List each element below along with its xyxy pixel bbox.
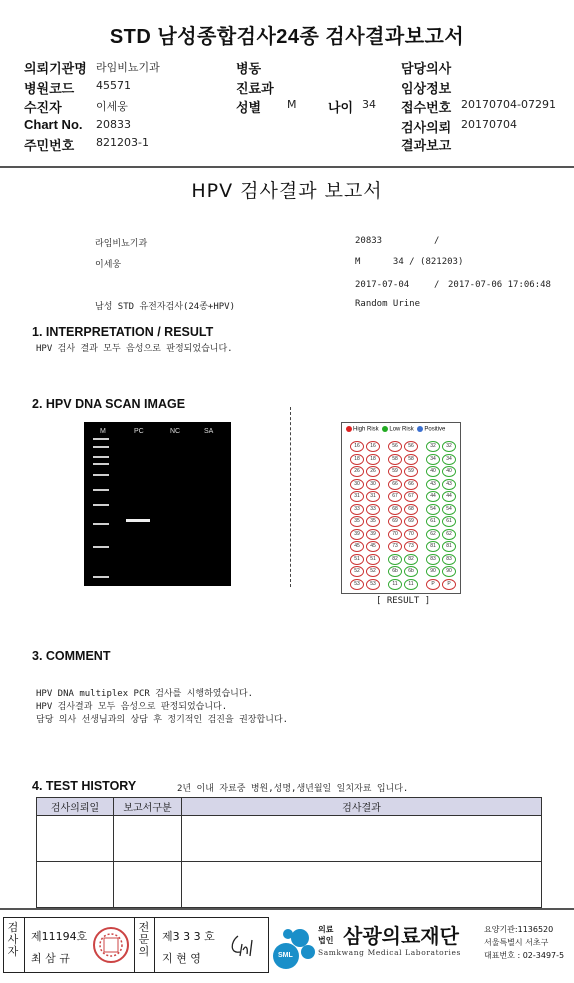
signature-box [3,917,269,973]
legend [346,426,445,433]
hpv-type-cell: 16 [366,441,380,452]
marker-band [93,523,109,525]
hpv-type-cell: 43 [442,479,456,490]
hpv-type-cell: 44 [442,491,456,502]
interpretation-text: HPV 검사 결과 모두 음성으로 판정되었습니다. [36,344,233,354]
field-label: Chart No. [24,117,83,132]
hpv-type-cell: 33 [366,504,380,515]
column-header: 검사결과 [182,798,542,816]
field-label: 담당의사 [401,61,452,76]
hpv-type-cell: 70 [404,529,418,540]
marker-band [93,546,109,548]
hpv-type-cell: 82 [388,554,402,565]
hpv-type-cell: P [442,579,456,590]
field-label: 접수번호 [401,100,452,115]
hpv-type-cell: 90 [426,566,440,577]
org-prefix: 의료법인 [318,925,334,945]
hpv-type-cell: 67 [404,491,418,502]
sex-age: M 34 / (821203) [355,257,464,267]
hpv-type-cell: 56 [388,441,402,452]
high-risk-dot-icon [346,426,352,432]
field-value: 20170704 [461,118,517,131]
field-value: 821203-1 [96,136,149,149]
specialist-label: 전문의 [138,921,150,958]
gel-image [84,422,231,586]
hpv-type-cell: 90 [442,566,456,577]
field-value: 34 [362,98,376,111]
hpv-type-cell: 18 [350,454,364,465]
hpv-type-cell: 61 [426,516,440,527]
hpv-type-cell: 54 [442,504,456,515]
org-name: 삼광의료재단 [343,924,459,948]
hpv-type-cell: 11 [388,579,402,590]
hpv-type-cell: 58 [388,454,402,465]
result-caption: [ RESULT ] [376,596,431,606]
lane-label: SA [204,428,214,435]
hpv-type-cell: 6b [404,566,418,577]
field-value: 라임비뇨기과 [96,61,160,74]
clinic-name: 라임비뇨기과 [95,239,148,249]
field-value: 20833 [96,118,131,131]
field-label: 임상정보 [401,81,452,96]
hpv-type-cell: 18 [366,454,380,465]
hpv-type-cell: 31 [350,491,364,502]
history-table [36,797,542,908]
specialist-name: 지 현 영 [162,952,201,965]
hpv-type-cell: 53 [366,579,380,590]
hpv-type-cell: 44 [426,491,440,502]
comment-line: HPV DNA multiplex PCR 검사를 시행하였습니다. [36,689,253,699]
comment-line: 담당 의사 선생님과의 상담 후 정기적인 검진을 권장합니다. [36,715,289,725]
hpv-type-cell: 16 [350,441,364,452]
chart-number: 20833 [355,236,383,246]
hpv-type-cell: P [426,579,440,590]
hpv-type-cell: 53 [350,579,364,590]
hpv-type-cell: 34 [442,454,456,465]
test-name: 남성 STD 유전자검사(24종+HPV) [95,302,235,312]
hpv-type-cell: 82 [404,554,418,565]
report-datetime: 2017-07-06 17:06:48 [448,280,551,290]
section-comment-title: 3. COMMENT [32,649,111,663]
hpv-type-cell: 67 [388,491,402,502]
hpv-type-cell: 40 [442,466,456,477]
hpv-type-cell: 58 [404,454,418,465]
receipt-date: 2017-07-04 [355,280,410,290]
hpv-type-cell: 43 [426,479,440,490]
hpv-type-cell: 73 [404,541,418,552]
hpv-type-cell: 45 [366,541,380,552]
org-english-name: Samkwang Medical Laboratories [318,948,461,957]
hpv-type-cell: 59 [388,466,402,477]
specialist-license: 제3 3 3 호 [162,930,215,943]
field-label: 수진자 [24,100,62,115]
specimen: Random Urine [355,299,421,309]
marker-band [93,474,109,476]
field-label: 결과보고 [401,138,452,153]
contact-line: 대표번호 : 02-3497-5 [484,951,565,960]
legend-positive: Positive [424,426,446,433]
contact-line: 요양기관:1136520 [484,925,554,934]
field-value: 이세웅 [96,100,128,113]
hpv-type-cell: 34 [426,454,440,465]
inspector-label: 검사자 [7,921,19,958]
table-row [37,862,542,908]
slash-separator: / [434,280,440,290]
inspector-license: 제11194호 [31,930,88,943]
table-header-row [37,798,542,816]
hpv-type-cell: 68 [404,504,418,515]
hpv-type-cell: 62 [442,529,456,540]
contact-line: 서울특별시 서초구 [484,938,549,947]
hpv-type-cell: 33 [350,504,364,515]
hpv-type-cell: 83 [442,554,456,565]
inspector-name: 최 삼 규 [31,952,70,965]
hpv-type-cell: 69 [388,516,402,527]
hpv-type-cell: 32 [442,441,456,452]
field-label: 진료과 [236,81,274,96]
column-header: 보고서구분 [114,798,182,816]
lane-label: PC [134,428,144,435]
field-value: 20170704-07291 [461,98,556,111]
hpv-type-cell: 54 [426,504,440,515]
lane-label: NC [170,428,181,435]
sml-logo-icon [272,920,318,970]
positive-dot-icon [417,426,423,432]
hpv-type-cell: 66 [404,479,418,490]
hpv-type-cell: 11 [404,579,418,590]
hpv-type-cell: 83 [426,554,440,565]
field-label: 주민번호 [24,138,75,153]
hpv-type-cell: 39 [350,529,364,540]
signature-icon [226,930,262,960]
hpv-type-cell: 59 [404,466,418,477]
footer [0,908,574,983]
divider-dashed [290,407,291,587]
hpv-type-cell: 40 [426,466,440,477]
marker-band [93,489,109,491]
patient-name: 이세웅 [95,260,122,270]
section-interpretation-title: 1. INTERPRETATION / RESULT [32,325,214,339]
marker-band [93,456,109,458]
hpv-type-cell: 35 [350,516,364,527]
column-header: 검사의뢰일 [37,798,114,816]
field-label: 검사의뢰 [401,120,452,135]
marker-band [93,438,109,440]
marker-band [93,576,109,578]
hpv-type-cell: 62 [426,529,440,540]
section-history-title: 4. TEST HISTORY [32,779,137,793]
hpv-type-cell: 51 [366,554,380,565]
marker-band [93,446,109,448]
field-label: 병원코드 [24,81,75,96]
hpv-type-cell: 61 [442,516,456,527]
field-label: 나이 [328,100,354,115]
hpv-type-cell: 73 [388,541,402,552]
report-main-title: STD 남성종합검사24종 검사결과보고서 [109,26,465,48]
legend-low-risk: Low Risk [389,426,414,433]
field-value: M [287,98,297,111]
hpv-type-cell: 26 [366,466,380,477]
low-risk-dot-icon [382,426,388,432]
hpv-type-cell: 52 [350,566,364,577]
history-note: 2년 이내 자료중 병원,성명,생년월일 일치자료 입니다. [177,784,409,794]
hpv-type-cell: 68 [388,504,402,515]
hpv-report-title: HPV 검사결과 보고서 [191,180,383,202]
field-value: 45571 [96,79,131,92]
hpv-type-cell: 70 [388,529,402,540]
hpv-type-cell: 51 [350,554,364,565]
hpv-type-cell: 35 [366,516,380,527]
hpv-type-cell: 66 [388,479,402,490]
slash-separator: / [434,236,440,246]
hpv-type-cell: 52 [366,566,380,577]
legend-high-risk: High Risk [353,426,379,433]
hpv-type-cell: 30 [350,479,364,490]
hpv-type-cell: 69 [404,516,418,527]
hpv-type-cell: 45 [350,541,364,552]
hpv-type-cell: 39 [366,529,380,540]
field-label: 의뢰기관명 [24,61,87,76]
hpv-result-panel [341,422,461,594]
hpv-type-cell: 32 [426,441,440,452]
marker-band [93,504,109,506]
marker-band [93,463,109,465]
hpv-type-cell: 81 [442,541,456,552]
header-divider [0,166,574,168]
hpv-type-cell: 6b [388,566,402,577]
inspector-seal-icon [92,926,130,964]
hpv-type-cell: 81 [426,541,440,552]
hpv-type-cell: 26 [350,466,364,477]
hpv-type-cell: 31 [366,491,380,502]
field-label: 성별 [236,100,262,115]
field-label: 병동 [236,61,262,76]
hpv-type-cell: 30 [366,479,380,490]
sml-logo-text: SML [278,952,293,959]
table-row [37,816,542,862]
comment-line: HPV 검사결과 모두 음성으로 판정되었습니다. [36,702,228,712]
lane-label: M [100,428,106,435]
hpv-type-cell: 56 [404,441,418,452]
section-scan-title: 2. HPV DNA SCAN IMAGE [32,397,186,411]
pc-band [126,519,150,522]
